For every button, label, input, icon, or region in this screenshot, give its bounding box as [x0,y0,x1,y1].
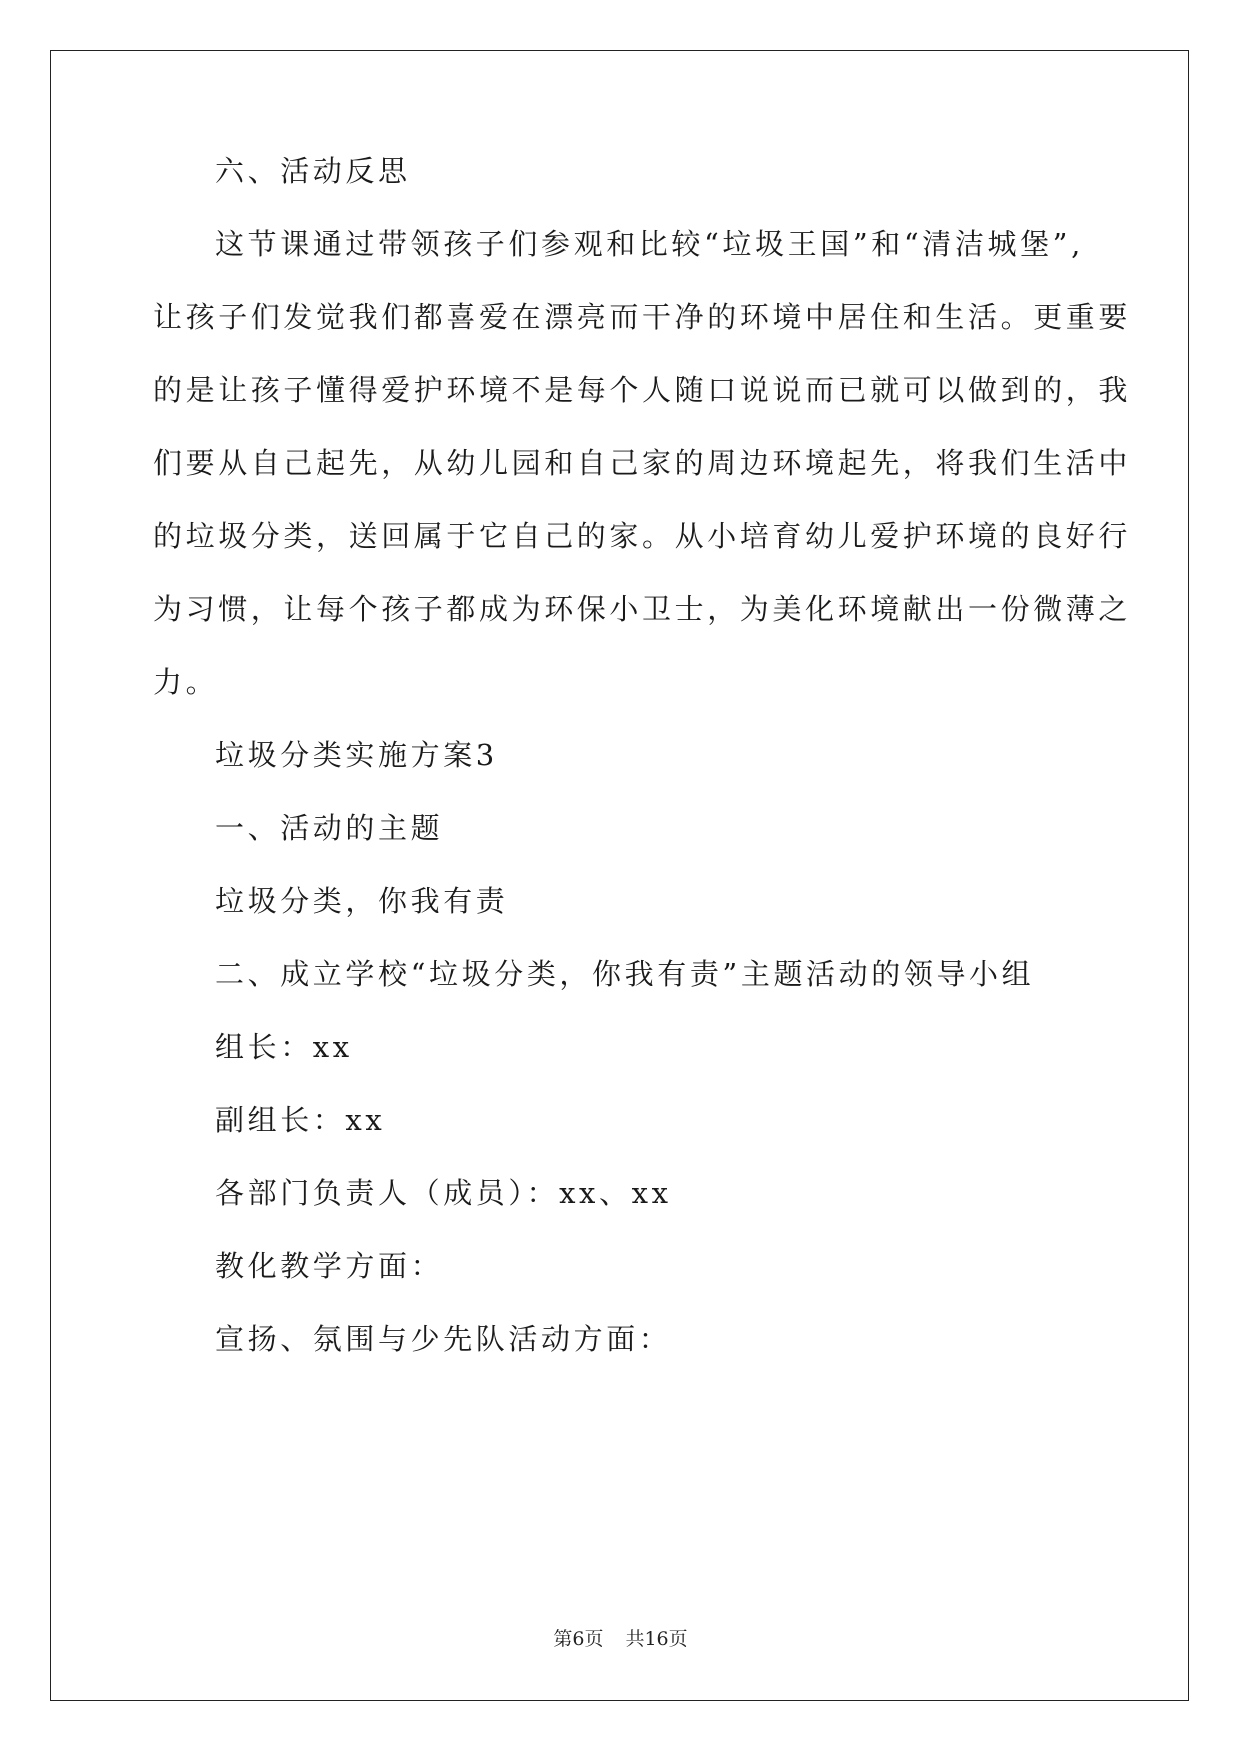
paragraph-line: 让孩子们发觉我们都喜爱在漂亮而干净的环境中居住和生活。更重要 [153,300,1132,334]
paragraph-line: 们要从自己起先，从幼儿园和自己家的周边环境起先，将我们生活中 [153,446,1132,480]
plan-title: 垃圾分类实施方案3 [215,738,498,772]
section-heading-reflection: 六、活动反思 [215,154,411,188]
total-pages: 共16页 [625,1628,688,1650]
theme-heading: 一、活动的主题 [215,811,444,845]
paragraph-line: 的垃圾分类，送回属于它自己的家。从小培育幼儿爱护环境的良好行 [153,519,1132,553]
members-line: 各部门负责人（成员）：xx、xx [215,1176,672,1210]
publicity-line: 宣扬、氛围与少先队活动方面： [215,1322,672,1356]
paragraph-line: 为习惯，让每个孩子都成为环保小卫士，为美化环境献出一份微薄之 [153,592,1132,626]
page-number: 第6页 [553,1628,604,1650]
leader-line: 组长：xx [215,1030,353,1064]
teaching-line: 教化教学方面： [215,1249,444,1283]
paragraph-line: 的是让孩子懂得爱护环境不是每个人随口说说而已就可以做到的，我 [153,373,1132,407]
group-heading: 二、成立学校“垃圾分类，你我有责”主题活动的领导小组 [215,957,1035,991]
page-footer [0,1627,1241,1651]
theme-text: 垃圾分类，你我有责 [215,884,509,918]
paragraph-line: 这节课通过带领孩子们参观和比较“垃圾王国”和“清洁城堡”, [215,227,1084,261]
deputy-leader-line: 副组长：xx [215,1103,386,1137]
paragraph-line: 力。 [153,665,219,699]
